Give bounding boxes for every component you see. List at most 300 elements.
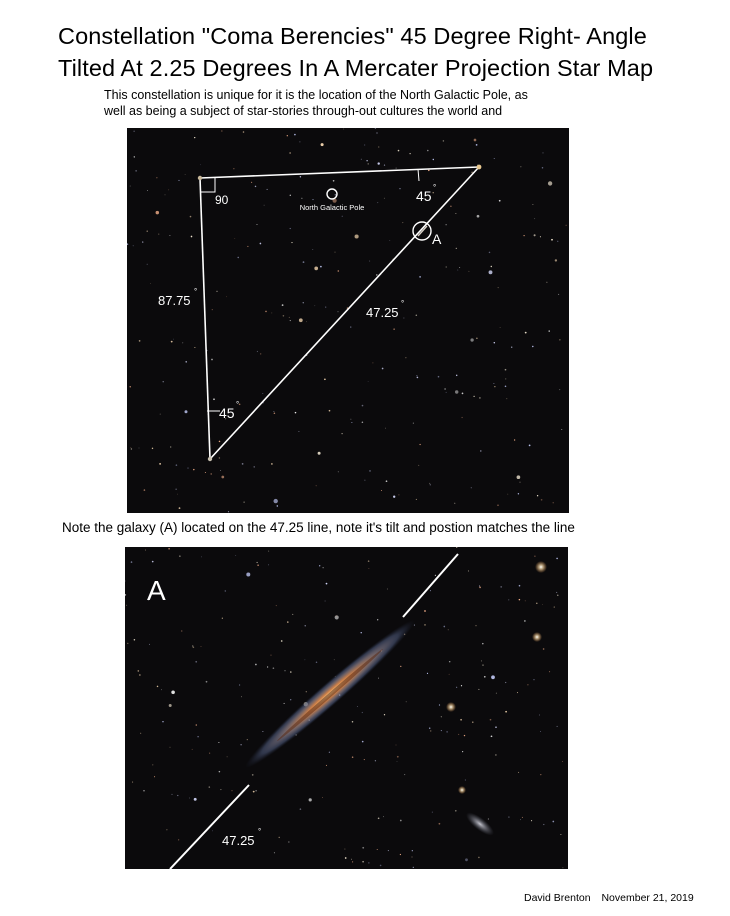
- star: [284, 703, 285, 704]
- star: [523, 235, 524, 236]
- star: [131, 561, 133, 563]
- star: [460, 719, 462, 721]
- star: [377, 619, 378, 620]
- star: [209, 786, 210, 787]
- star: [193, 469, 194, 470]
- star: [518, 772, 519, 773]
- star: [321, 143, 324, 146]
- star: [562, 761, 563, 762]
- star: [303, 302, 304, 303]
- star: [475, 625, 476, 626]
- star: [289, 317, 290, 318]
- star: [171, 341, 173, 343]
- star: [150, 283, 151, 284]
- star: [177, 494, 178, 495]
- star: [325, 307, 326, 308]
- star: [299, 318, 303, 322]
- star: [231, 790, 232, 791]
- star: [147, 264, 148, 265]
- star: [255, 790, 256, 791]
- galaxy-closeup-image: [125, 547, 568, 869]
- hypotenuse-label: 47.25: [366, 305, 399, 320]
- star: [517, 692, 518, 693]
- triangle-left-side: [200, 178, 210, 459]
- star: [476, 337, 478, 339]
- star: [557, 726, 558, 727]
- north-galactic-pole-marker: [327, 189, 337, 199]
- star: [539, 715, 540, 716]
- star: [470, 338, 473, 341]
- star: [449, 674, 450, 675]
- star: [518, 493, 519, 494]
- star: [362, 741, 364, 743]
- star: [454, 503, 455, 504]
- star: [200, 164, 201, 165]
- star: [386, 480, 388, 482]
- star: [427, 673, 428, 674]
- star: [219, 457, 220, 458]
- star: [542, 604, 543, 605]
- star: [238, 257, 239, 258]
- star: [362, 847, 364, 849]
- star: [541, 499, 543, 501]
- galaxy-closeup-diagram: [125, 547, 568, 869]
- star: [552, 821, 554, 823]
- star: [218, 742, 219, 743]
- star: [314, 267, 318, 271]
- star: [396, 745, 397, 746]
- star: [443, 626, 445, 628]
- star: [166, 829, 167, 830]
- star: [264, 205, 265, 206]
- star: [533, 679, 534, 680]
- star: [549, 330, 550, 331]
- footer-date: November 21, 2019: [601, 892, 694, 904]
- star: [511, 346, 512, 347]
- star: [178, 839, 179, 840]
- star: [461, 417, 462, 418]
- star: [156, 177, 157, 178]
- star: [441, 730, 442, 731]
- star: [195, 661, 197, 663]
- star: [341, 433, 342, 434]
- title-line-2: Tilted At 2.25 Degrees In A Mercater Projection Star Map: [58, 55, 654, 81]
- star: [319, 565, 320, 566]
- star: [531, 820, 532, 821]
- star: [385, 428, 386, 429]
- star: [450, 206, 452, 208]
- star: [185, 174, 186, 175]
- star: [143, 790, 144, 791]
- star: [529, 445, 531, 447]
- star: [279, 837, 280, 838]
- star: [178, 180, 179, 181]
- star: [433, 159, 434, 160]
- star: [257, 562, 258, 563]
- intro-line-1: This constellation is unique for it is the location of the North Galactic Pole, as: [104, 88, 528, 102]
- star: [369, 261, 370, 262]
- star: [482, 664, 484, 666]
- star: [352, 861, 353, 862]
- star: [194, 137, 195, 138]
- star: [377, 849, 378, 850]
- constellation-star-map: [127, 128, 569, 513]
- star: [255, 186, 257, 188]
- star: [212, 830, 213, 831]
- star: [378, 162, 380, 164]
- star: [225, 590, 226, 591]
- star: [557, 241, 558, 242]
- star: [429, 483, 430, 484]
- star: [241, 696, 242, 697]
- vertex-star-bottom-left: [208, 457, 212, 461]
- star: [542, 152, 543, 153]
- star: [170, 446, 171, 447]
- star: [139, 674, 140, 675]
- star: [429, 727, 430, 728]
- star: [300, 808, 302, 810]
- star: [343, 129, 344, 130]
- star: [326, 765, 327, 766]
- star: [282, 304, 284, 306]
- star: [192, 749, 193, 750]
- star: [205, 472, 206, 473]
- angle-label-90: 90: [215, 193, 229, 207]
- star: [384, 714, 385, 715]
- star: [130, 186, 131, 187]
- star: [318, 452, 321, 455]
- star: [222, 618, 223, 619]
- star: [520, 166, 521, 167]
- star: [142, 241, 143, 242]
- star: [494, 342, 495, 343]
- vertex-star-top-right: [477, 165, 482, 170]
- star: [274, 499, 278, 503]
- star: [476, 144, 478, 146]
- star: [323, 567, 324, 568]
- star: [351, 422, 352, 423]
- star: [410, 153, 411, 154]
- star: [554, 606, 555, 607]
- star: [499, 200, 501, 202]
- star: [435, 575, 436, 576]
- star: [289, 152, 290, 153]
- star: [301, 198, 302, 199]
- star: [288, 842, 289, 843]
- star: [494, 386, 495, 387]
- star: [495, 754, 496, 755]
- star: [430, 590, 431, 591]
- star: [446, 266, 447, 267]
- star: [479, 585, 480, 586]
- star: [549, 671, 550, 672]
- star: [540, 774, 541, 775]
- star: [480, 450, 481, 451]
- footer-author: David Brenton: [524, 892, 591, 904]
- star: [147, 190, 148, 191]
- star: [438, 376, 440, 378]
- star: [325, 600, 326, 601]
- star: [342, 216, 343, 217]
- star: [162, 721, 163, 722]
- star: [556, 592, 557, 593]
- star: [500, 586, 502, 588]
- star: [496, 693, 497, 694]
- star: [262, 393, 263, 394]
- star: [303, 261, 305, 263]
- star: [456, 248, 457, 249]
- star: [316, 485, 317, 486]
- star: [416, 375, 417, 376]
- star: [168, 190, 169, 191]
- star: [557, 595, 558, 596]
- star: [291, 242, 292, 243]
- star: [268, 551, 269, 552]
- star: [251, 182, 252, 183]
- star-field: [125, 547, 563, 868]
- star: [553, 502, 554, 503]
- star: [194, 798, 197, 801]
- star: [368, 560, 370, 562]
- star: [201, 646, 202, 647]
- degree-symbol-top-right: °: [433, 183, 437, 192]
- star: [489, 270, 493, 274]
- star: [455, 390, 458, 393]
- star: [456, 547, 457, 548]
- star: [161, 689, 162, 690]
- star: [170, 747, 171, 748]
- star: [290, 228, 291, 229]
- star: [364, 759, 365, 760]
- star: [173, 339, 174, 340]
- galaxy-a-label: A: [432, 231, 442, 247]
- star: [419, 444, 420, 445]
- star: [519, 585, 521, 587]
- star: [556, 558, 558, 560]
- star: [351, 859, 352, 860]
- star: [488, 819, 489, 820]
- star: [520, 819, 521, 820]
- star: [134, 131, 135, 132]
- star: [387, 589, 388, 590]
- star: [262, 731, 263, 732]
- star: [312, 199, 313, 200]
- star: [412, 857, 413, 858]
- star: [134, 156, 135, 157]
- star: [168, 548, 170, 550]
- star: [566, 225, 567, 226]
- star: [131, 448, 132, 449]
- star: [337, 311, 338, 312]
- star: [219, 441, 221, 443]
- star: [375, 128, 376, 129]
- star: [125, 594, 126, 596]
- star: [402, 222, 403, 223]
- star: [210, 473, 211, 474]
- star: [441, 716, 442, 717]
- star: [139, 448, 140, 449]
- star: [382, 368, 384, 370]
- star: [455, 810, 457, 812]
- star: [329, 410, 331, 412]
- footer-credit: [524, 892, 694, 904]
- star: [316, 662, 318, 664]
- star: [416, 499, 417, 500]
- star: [534, 555, 535, 556]
- star: [260, 243, 262, 245]
- star: [324, 378, 326, 380]
- star: [300, 176, 301, 177]
- star: [139, 340, 141, 342]
- line-47-25-upper: [403, 554, 458, 617]
- star: [158, 234, 159, 235]
- degree-symbol-left: °: [194, 287, 198, 296]
- star: [443, 140, 445, 142]
- star: [190, 216, 192, 218]
- star: [309, 798, 312, 801]
- star: [137, 670, 139, 672]
- closeup-marker-a: A: [147, 575, 166, 606]
- star: [459, 267, 460, 268]
- star: [246, 573, 250, 577]
- star: [361, 159, 362, 160]
- star: [212, 309, 213, 310]
- star: [197, 736, 198, 737]
- star: [132, 782, 133, 783]
- star: [243, 501, 244, 502]
- star: [396, 168, 397, 169]
- star: [257, 351, 258, 352]
- star: [130, 447, 131, 448]
- star: [350, 327, 351, 328]
- closeup-line-label: 47.25: [222, 833, 255, 848]
- star: [560, 834, 561, 835]
- star: [449, 661, 450, 662]
- star: [159, 463, 161, 465]
- star: [412, 850, 413, 851]
- star: [140, 733, 141, 734]
- star: [399, 188, 400, 189]
- star: [368, 862, 369, 863]
- star: [290, 195, 291, 196]
- star: [489, 252, 491, 254]
- star: [400, 666, 401, 667]
- star: [378, 817, 380, 819]
- star: [312, 249, 313, 250]
- star: [127, 243, 128, 245]
- star: [216, 291, 217, 292]
- star: [145, 550, 146, 551]
- galaxy-dust-lane: [276, 648, 384, 743]
- bright-star: [535, 561, 547, 573]
- star: [247, 246, 248, 247]
- star: [355, 234, 359, 238]
- star: [329, 752, 330, 753]
- star: [478, 857, 480, 859]
- star: [439, 823, 441, 825]
- star: [505, 378, 506, 379]
- star: [406, 701, 407, 702]
- star: [220, 789, 221, 790]
- star: [398, 150, 400, 152]
- star: [546, 282, 547, 283]
- star: [479, 397, 481, 399]
- star: [221, 476, 224, 479]
- star: [366, 160, 367, 161]
- star: [185, 410, 188, 413]
- star: [417, 377, 419, 379]
- star: [169, 235, 170, 236]
- star: [255, 664, 257, 666]
- star: [505, 682, 506, 683]
- star: [561, 429, 562, 430]
- star: [233, 168, 234, 169]
- star: [462, 393, 464, 395]
- star: [152, 561, 154, 563]
- star: [254, 466, 255, 467]
- star: [400, 820, 402, 822]
- star: [335, 252, 336, 253]
- star: [548, 181, 552, 185]
- star: [414, 625, 415, 626]
- star: [464, 735, 465, 736]
- star: [345, 857, 347, 859]
- star: [482, 643, 484, 645]
- star: [481, 660, 482, 661]
- star: [393, 496, 395, 498]
- star: [491, 266, 492, 267]
- star: [194, 347, 195, 348]
- star: [305, 659, 306, 660]
- star: [221, 131, 222, 132]
- star: [189, 798, 190, 799]
- bright-star: [446, 702, 456, 712]
- companion-galaxy: [463, 809, 497, 839]
- star: [179, 507, 181, 509]
- star: [176, 489, 177, 490]
- star: [273, 667, 275, 669]
- star: [352, 756, 354, 758]
- star: [478, 689, 479, 690]
- star: [465, 779, 466, 780]
- star: [156, 211, 159, 214]
- star: [134, 639, 136, 641]
- line-47-25-lower: [170, 785, 249, 869]
- star: [519, 599, 521, 601]
- star: [472, 722, 473, 723]
- star: [191, 236, 193, 238]
- star: [500, 327, 501, 328]
- intro-text: [104, 87, 664, 119]
- star: [362, 405, 364, 407]
- star: [169, 704, 172, 707]
- star: [290, 320, 291, 321]
- star: [543, 648, 545, 650]
- star: [295, 412, 297, 414]
- star: [273, 411, 274, 412]
- star: [181, 631, 182, 632]
- star: [505, 369, 507, 371]
- star: [209, 753, 210, 754]
- star: [163, 381, 164, 382]
- star: [274, 852, 275, 853]
- star: [211, 359, 213, 361]
- star: [267, 189, 268, 190]
- star: [542, 167, 544, 169]
- star: [270, 655, 271, 656]
- star: [397, 756, 399, 758]
- star: [149, 644, 150, 645]
